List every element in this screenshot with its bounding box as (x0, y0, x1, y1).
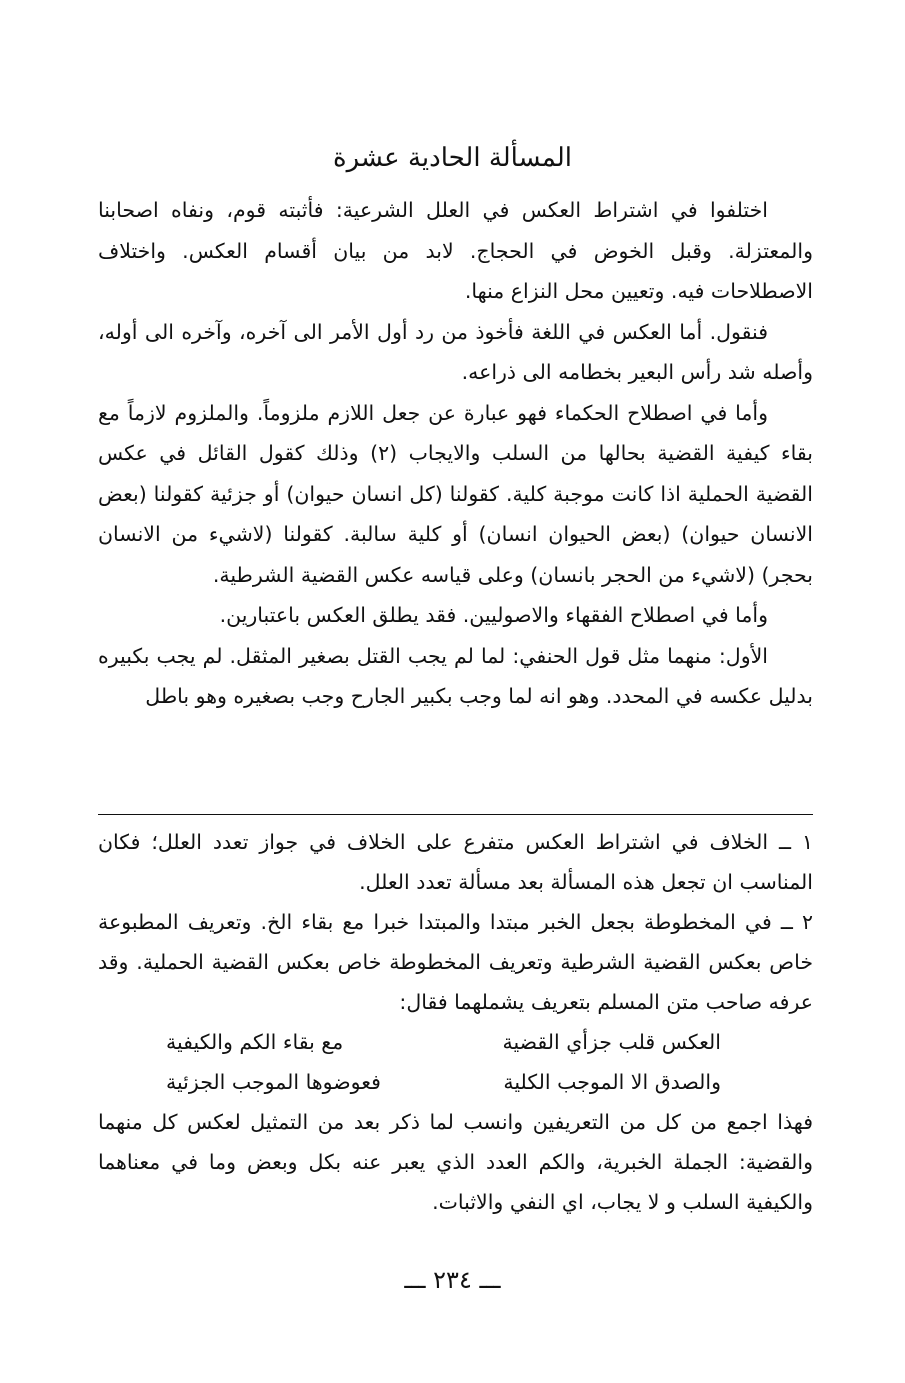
footnote-2-closing: فهذا اجمع من كل من التعريفين وانسب لما ذكر بعد من التمثيل لعكس كل منهما والقضية: الجملة الخبرية، والكم العدد الذي يعبر عنه بكل وبعض وما في معناهما والكيفية السلب و لا يجاب، اي النفي والاثبات. (98, 1110, 813, 1214)
paragraph-first: الأول: منهما مثل قول الحنفي: لما لم يجب القتل بصغير المثقل. لم يجب بكبيره بدليل عكسه في المحدد. وهو انه لما وجب بكبير الجارح وجب بصغيره وهو باطل (98, 643, 813, 708)
paragraph-philosophers: وأما في اصطلاح الحكماء فهو عبارة عن جعل اللازم ملزوماً. والملزوم لازماً مع بقاء كيفية القضية بحالها من السلب والايجاب (٢) وذلك كقول القائل في عكس القضية الحملية اذا كانت موجبة كلية. كقولنا (كل انسان حيوان) أو جزئية كقولنا (بعض الانسان حيوان) (بعض الحيوان انسان) أو كلية سالبة. كقولنا (لاشيء من الانسان بحجر) (لاشيء من الحجر بانسان) وعلى قياسه عكس القضية الشرطية. (98, 400, 813, 587)
verse-2-second-hemistich: فعوضوها الموجب الجزئية (166, 1070, 381, 1094)
paragraph-linguistic: فنقول. أما العكس في اللغة فأخوذ من رد أول الأمر الى آخره، وآخره الى أوله، وأصله شد رأس البعير بخطامه الى ذراعه. (98, 319, 813, 384)
footnote-2: ٢ ــ في المخطوطة بجعل الخبر مبتدا والمبتدا خبرا مع بقاء الخ. وتعريف المطبوعة خاص بعكس القضية الشرطية وتعريف المخطوطة خاص بعكس القضية الحملية. وقد عرفه صاحب متن المسلم بتعريف يشملهما فقال: (98, 910, 813, 1014)
footnote-1: ١ ــ الخلاف في اشتراط العكس متفرع على الخلاف في جواز تعدد العلل؛ فكان المناسب ان تجعل هذه المسألة بعد مسألة تعدد العلل. (98, 830, 813, 894)
main-text (98, 190, 813, 717)
footnotes (98, 822, 813, 1222)
verse-1-second-hemistich: مع بقاء الكم والكيفية (166, 1030, 344, 1054)
verse-1-first-hemistich: العكس قلب جزأي القضية (502, 1030, 721, 1054)
footnote-divider (98, 814, 813, 815)
paragraph-jurists: وأما في اصطلاح الفقهاء والاصوليين. فقد يطلق العكس باعتبارين. (219, 603, 768, 627)
verse-line-1 (98, 1022, 813, 1062)
page-number: ـــ ٢٣٤ ـــ (404, 1266, 501, 1294)
chapter-heading: المسألة الحادية عشرة (333, 143, 572, 173)
verse-line-2 (98, 1062, 813, 1102)
paragraph-intro: اختلفوا في اشتراط العكس في العلل الشرعية: فأثبته قوم، ونفاه اصحابنا والمعتزلة. وقبل الخوض في الحجاج. لابد من بيان أقسام العكس. واختلاف الاصطلاحات فيه. وتعيين محل النزاع منها. (98, 198, 813, 303)
verse-2-first-hemistich: والصدق الا الموجب الكلية (503, 1070, 721, 1094)
